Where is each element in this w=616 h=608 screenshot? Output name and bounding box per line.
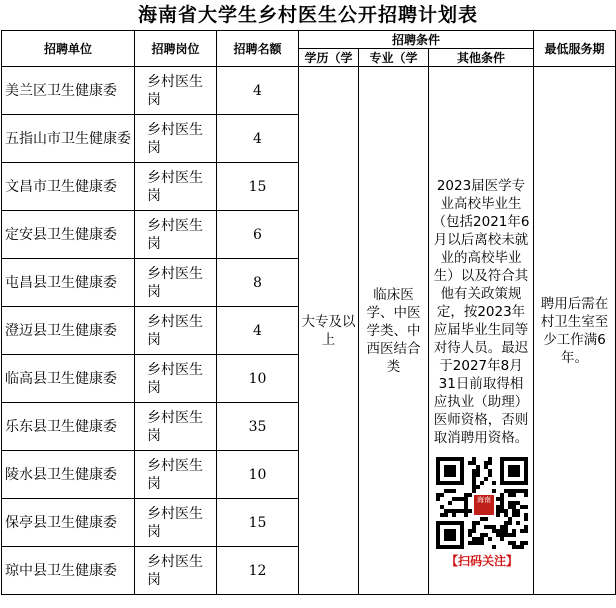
qr-code-block[interactable] — [432, 457, 532, 570]
cell-position: 乡村医生岗 — [135, 307, 217, 355]
cell-position: 乡村医生岗 — [135, 115, 217, 163]
cell-count: 4 — [217, 115, 299, 163]
page-title: 海南省大学生乡村医生公开招聘计划表 — [137, 4, 478, 26]
header-education: 学历（学 — [299, 49, 359, 67]
header-position: 招聘岗位 — [135, 31, 217, 67]
cell-other-conditions — [429, 67, 534, 595]
cell-unit: 临高县卫生健康委 — [2, 355, 135, 403]
cell-count: 12 — [217, 547, 299, 595]
cell-unit: 屯昌县卫生健康委 — [2, 259, 135, 307]
cell-unit: 澄迈县卫生健康委 — [2, 307, 135, 355]
qr-code-icon[interactable] — [436, 457, 528, 549]
cell-position: 乡村医生岗 — [135, 67, 217, 115]
cell-position: 乡村医生岗 — [135, 211, 217, 259]
cell-count: 10 — [217, 355, 299, 403]
header-major: 专业（学 — [359, 49, 429, 67]
cell-unit: 陵水县卫生健康委 — [2, 451, 135, 499]
cell-unit: 美兰区卫生健康委 — [2, 67, 135, 115]
cell-major: 临床医学、中医学类、中西医结合类 — [359, 67, 429, 595]
cell-position: 乡村医生岗 — [135, 355, 217, 403]
header-service: 最低服务期 — [534, 31, 616, 67]
header-count: 招聘名额 — [217, 31, 299, 67]
other-conditions-text: 2023届医学专业高校毕业生（包括2021年6月以后离校未就业的高校毕业生）以及符合其他有关政策规定，按2023年应届毕业生同等对待人员。最迟于2027年8月31日前取得相应执业（助理）医师资格，否则取消聘用资格。 — [432, 178, 530, 446]
cell-count: 35 — [217, 403, 299, 451]
table-row — [2, 67, 616, 115]
cell-count: 8 — [217, 259, 299, 307]
qr-label: 【扫码关注】 — [445, 554, 518, 568]
cell-position: 乡村医生岗 — [135, 547, 217, 595]
cell-education: 大专及以上 — [299, 67, 359, 595]
cell-count: 15 — [217, 499, 299, 547]
cell-position: 乡村医生岗 — [135, 403, 217, 451]
header-other: 其他条件 — [429, 49, 534, 67]
cell-position: 乡村医生岗 — [135, 259, 217, 307]
qr-logo-icon: 海南 — [472, 493, 496, 517]
cell-unit: 保亭县卫生健康委 — [2, 499, 135, 547]
cell-count: 10 — [217, 451, 299, 499]
cell-count: 4 — [217, 67, 299, 115]
cell-unit: 琼中县卫生健康委 — [2, 547, 135, 595]
cell-position: 乡村医生岗 — [135, 451, 217, 499]
cell-unit: 乐东县卫生健康委 — [2, 403, 135, 451]
recruitment-table — [1, 30, 616, 595]
cell-unit: 定安县卫生健康委 — [2, 211, 135, 259]
cell-position: 乡村医生岗 — [135, 499, 217, 547]
header-conditions: 招聘条件 — [299, 31, 534, 49]
cell-service-period: 聘用后需在村卫生室至少工作满6年。 — [534, 67, 616, 595]
cell-position: 乡村医生岗 — [135, 163, 217, 211]
cell-count: 6 — [217, 211, 299, 259]
cell-count: 4 — [217, 307, 299, 355]
cell-unit: 五指山市卫生健康委 — [2, 115, 135, 163]
cell-unit: 文昌市卫生健康委 — [2, 163, 135, 211]
cell-count: 15 — [217, 163, 299, 211]
header-unit: 招聘单位 — [2, 31, 135, 67]
